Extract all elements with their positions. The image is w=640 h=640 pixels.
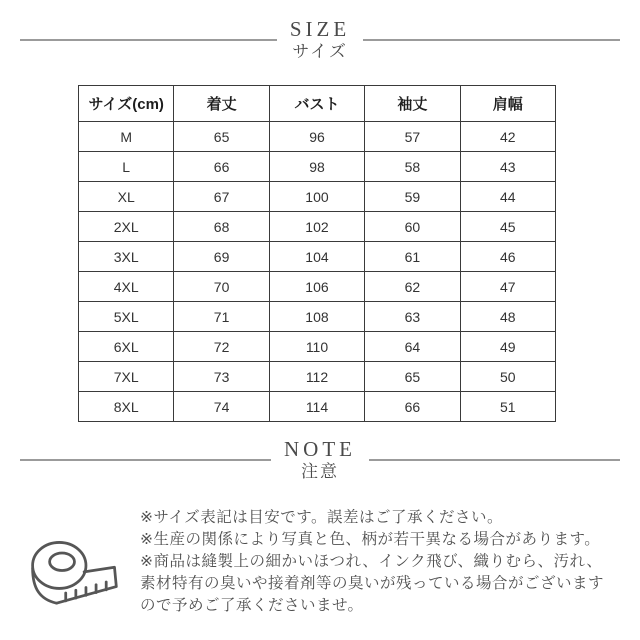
measurement-cell: 74 bbox=[174, 392, 269, 422]
size-label-cell: 7XL bbox=[79, 362, 174, 392]
divider-line-left bbox=[20, 459, 271, 461]
table-row bbox=[79, 152, 556, 182]
measurement-cell: 65 bbox=[365, 362, 460, 392]
table-row bbox=[79, 272, 556, 302]
size-label-cell: 8XL bbox=[79, 392, 174, 422]
size-label-cell: 4XL bbox=[79, 272, 174, 302]
measurement-cell: 65 bbox=[174, 122, 269, 152]
table-row bbox=[79, 182, 556, 212]
measurement-cell: 104 bbox=[269, 242, 364, 272]
note-line: ※商品は縫製上の細かいほつれ、インク飛び、織りむら、汚れ、 bbox=[140, 553, 603, 570]
measurement-cell: 70 bbox=[174, 272, 269, 302]
measurement-cell: 100 bbox=[269, 182, 364, 212]
column-header-sleeve: 袖丈 bbox=[365, 86, 460, 122]
column-header-size: サイズ(cm) bbox=[79, 86, 174, 122]
measurement-cell: 50 bbox=[460, 362, 555, 392]
header-row bbox=[79, 86, 556, 122]
measuring-tape-icon bbox=[28, 536, 120, 628]
note-title-en: NOTE bbox=[284, 437, 356, 461]
size-title-ja: サイズ bbox=[292, 42, 348, 62]
table-row bbox=[79, 242, 556, 272]
table-row bbox=[79, 392, 556, 422]
size-label-cell: L bbox=[79, 152, 174, 182]
note-title-ja: 注意 bbox=[301, 462, 339, 482]
measurement-cell: 98 bbox=[269, 152, 364, 182]
divider-line-right bbox=[363, 39, 620, 41]
note-line: 素材特有の臭いや接着剤等の臭いが残っている場合がございます bbox=[140, 575, 605, 592]
size-label-cell: 5XL bbox=[79, 302, 174, 332]
size-table-head bbox=[79, 86, 556, 122]
size-label-cell: XL bbox=[79, 182, 174, 212]
size-label-cell: 2XL bbox=[79, 212, 174, 242]
size-label-cell: 6XL bbox=[79, 332, 174, 362]
measurement-cell: 45 bbox=[460, 212, 555, 242]
size-label-cell: M bbox=[79, 122, 174, 152]
measurement-cell: 42 bbox=[460, 122, 555, 152]
measurement-cell: 67 bbox=[174, 182, 269, 212]
measurement-cell: 49 bbox=[460, 332, 555, 362]
table-row bbox=[79, 302, 556, 332]
table-row bbox=[79, 362, 556, 392]
measurement-cell: 96 bbox=[269, 122, 364, 152]
measurement-cell: 64 bbox=[365, 332, 460, 362]
note-line: ので予めご了承くださいませ。 bbox=[140, 597, 364, 614]
measurement-cell: 44 bbox=[460, 182, 555, 212]
measurement-cell: 106 bbox=[269, 272, 364, 302]
measurement-cell: 63 bbox=[365, 302, 460, 332]
table-row bbox=[79, 122, 556, 152]
measurement-cell: 72 bbox=[174, 332, 269, 362]
note-line: ※生産の関係により写真と色、柄が若干異なる場合があります。 bbox=[140, 531, 601, 548]
size-title-en: SIZE bbox=[289, 17, 351, 41]
measurement-cell: 57 bbox=[365, 122, 460, 152]
measurement-cell: 69 bbox=[174, 242, 269, 272]
measurement-cell: 58 bbox=[365, 152, 460, 182]
measurement-cell: 47 bbox=[460, 272, 555, 302]
measurement-cell: 102 bbox=[269, 212, 364, 242]
size-table-body bbox=[79, 122, 556, 422]
measurement-cell: 61 bbox=[365, 242, 460, 272]
measurement-cell: 62 bbox=[365, 272, 460, 302]
measurement-cell: 66 bbox=[174, 152, 269, 182]
size-table bbox=[78, 85, 556, 422]
measurement-cell: 66 bbox=[365, 392, 460, 422]
measurement-cell: 43 bbox=[460, 152, 555, 182]
measurement-cell: 68 bbox=[174, 212, 269, 242]
measurement-cell: 51 bbox=[460, 392, 555, 422]
column-header-shoulder: 肩幅 bbox=[460, 86, 555, 122]
measurement-cell: 114 bbox=[269, 392, 364, 422]
divider-line-right bbox=[369, 459, 620, 461]
measurement-cell: 60 bbox=[365, 212, 460, 242]
measurement-cell: 108 bbox=[269, 302, 364, 332]
measurement-cell: 112 bbox=[269, 362, 364, 392]
measurement-cell: 110 bbox=[269, 332, 364, 362]
measurement-cell: 48 bbox=[460, 302, 555, 332]
size-title-stack bbox=[277, 18, 363, 62]
measurement-cell: 71 bbox=[174, 302, 269, 332]
size-section-header bbox=[0, 18, 640, 62]
note-section-header bbox=[0, 438, 640, 482]
size-label-cell: 3XL bbox=[79, 242, 174, 272]
column-header-bust: バスト bbox=[269, 86, 364, 122]
measurement-cell: 73 bbox=[174, 362, 269, 392]
measurement-cell: 46 bbox=[460, 242, 555, 272]
note-title-stack bbox=[271, 438, 369, 482]
divider-line-left bbox=[20, 39, 277, 41]
note-line: ※サイズ表記は目安です。誤差はご了承ください。 bbox=[140, 509, 504, 526]
table-row bbox=[79, 332, 556, 362]
column-header-length: 着丈 bbox=[174, 86, 269, 122]
table-row bbox=[79, 212, 556, 242]
notes-text bbox=[140, 507, 626, 617]
measurement-cell: 59 bbox=[365, 182, 460, 212]
